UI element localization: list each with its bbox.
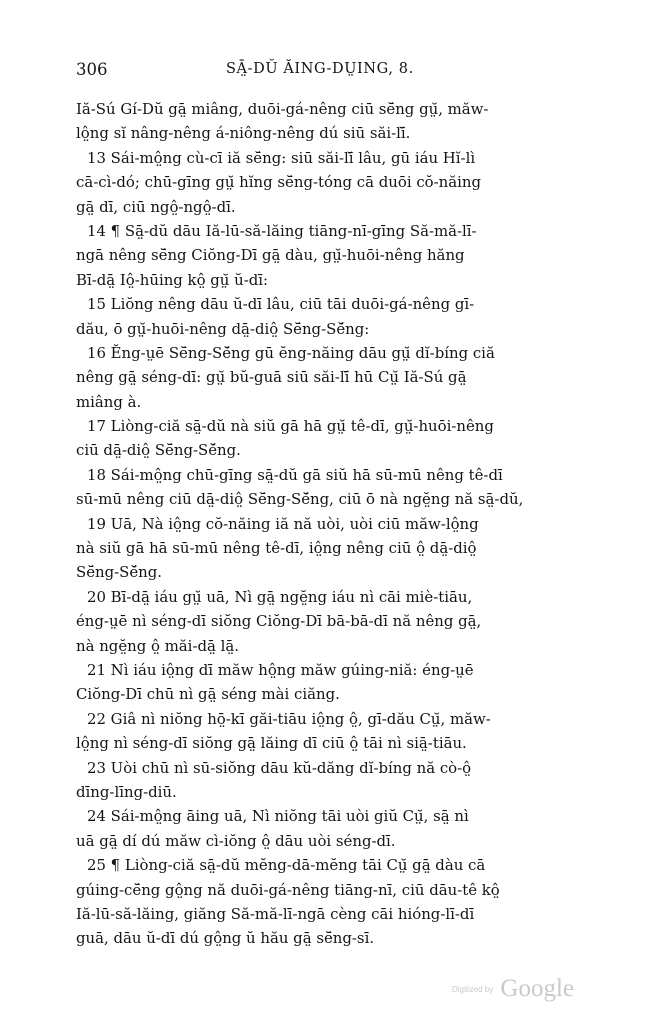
text-line: cā-cì-dó; chū-gīng gṳ̆ hĭng sĕ̄ng-tóng cā duōi cŏ-năing — [76, 173, 482, 192]
running-title: SĀ̤-DŬ ĂING-DṲING, 8. — [226, 61, 414, 77]
text-line: lô̤ng sĭ nâng-nêng á-niông-nêng dú siū săi-lī̆. — [76, 124, 411, 143]
text-line: gúing-cĕ̄ng gô̤ng nă duōi-gá-nêng tiāng-nī, ciū dāu-tê kô̤ — [76, 880, 500, 899]
chapter-body-text — [76, 97, 578, 951]
text-line: dău, ō gṳ̆-huōi-nêng dā̤-diô̤ Sĕ̄ng-Sĕ̆ng: — [76, 319, 370, 338]
digitization-watermark — [452, 975, 574, 1003]
text-line: nêng gā̤ séng-dī: gṳ̆ bŭ-guā siū săi-lī̆ hū Cṳ̆ Iă-Sú gā̤ — [76, 368, 467, 387]
text-line: 22 Giâ nì niŏng hō̤-kī găi-tiāu iô̤ng ô̤, gī-dău Cṳ̆, măw- — [87, 709, 491, 728]
text-line: 16 Ĕng-ṳē Sĕ̄ng-Sĕ̆ng gū ĕng-năing dāu gṳ̆ dĭ-bíng ciă — [87, 343, 495, 362]
text-line: Iă-lū-să-lăing, giăng Să-mă-lī-ngā cèng cāi hióng-lī-dī — [76, 904, 475, 923]
text-line: Ciŏng-Dī chū nì gā̤ séng mài ciăng. — [76, 685, 340, 704]
page-number: 306 — [76, 60, 108, 79]
text-line: uā gā̤ dí dú măw cì-iŏng ô̤ dāu uòi séng-dī. — [76, 831, 396, 850]
text-line: 25 ¶ Liòng-ciă sā̤-dŭ mĕng-dā-mĕng tāi Cṳ̆ gā̤ dàu cā — [87, 856, 486, 875]
text-line: ngā nêng sĕ̄ng Ciŏng-Dī gā̤ dàu, gṳ̆-huōi-nêng hăng — [76, 246, 465, 265]
text-line: Iă-Sú Gí-Dŭ gā̤ miâng, duōi-gá-nêng ciū sĕ̄ng gṳ̆, măw- — [76, 100, 489, 118]
text-line: Bī-dā̤ Iô̤-hūing kô̤ gṳ̆ ŭ-dī: — [76, 270, 269, 289]
text-line: 20 Bī-dā̤ iáu gṳ̆ uā, Nì gā̤ ngĕ̤ng iáu nì cāi miè-tiāu, — [87, 587, 473, 606]
page-header — [76, 60, 576, 84]
text-line: nà ngĕ̤ng ô̤ măi-dā̤ lā̤. — [76, 636, 239, 655]
text-line: 23 Uòi chū nì sū-siŏng dāu kŭ-dăng dĭ-bíng nă cò-ô̤ — [87, 758, 472, 777]
text-line: 24 Sái-mô̤ng āing uā, Nì niŏng tāi uòi giŭ Cṳ̆, sā̤ nì — [87, 807, 469, 826]
text-line: dīng-līng-diū. — [76, 782, 177, 801]
text-line: guā, dāu ŭ-dī dú gô̤ng ŭ hău gā̤ sĕ̄ng-sī. — [76, 929, 375, 948]
google-wordmark: Google — [500, 975, 574, 1002]
text-line: lô̤ng nì séng-dī siŏng gā̤ lăing dī ciū ô̤ tāi nì siā̤-tiāu. — [76, 734, 467, 753]
text-line: Sĕ̄ng-Sĕ̆ng. — [76, 563, 163, 582]
text-line: 15 Liŏng nêng dāu ŭ-dī lâu, ciū tāi duōi-gá-nêng gī- — [87, 295, 475, 314]
text-line: gā̤ dī, ciū ngô̤-ngô̤-dī. — [76, 197, 236, 216]
text-line: 13 Sái-mô̤ng cù-cī iă sĕ̄ng: siū săi-lī̆ lâu, gū iáu Hĭ-lì — [87, 148, 476, 167]
text-line: ciū dā̤-diô̤ Sĕ̄ng-Sĕ̆ng. — [76, 441, 241, 460]
text-line: éng-ṳē nì séng-dī siŏng Ciŏng-Dī bā-bā-dī nă nêng gā̤, — [76, 612, 482, 631]
text-line: 21 Nì iáu iô̤ng dī măw hô̤ng măw gúing-niă: éng-ṳē — [87, 660, 474, 679]
text-line: miâng à. — [76, 392, 142, 411]
text-line: 18 Sái-mô̤ng chū-gīng sā̤-dŭ gā siŭ hā sū-mū nêng tê-dī — [87, 465, 503, 484]
digitized-by-label: Digitized by — [451, 984, 494, 994]
text-line: 19 Uā, Nà iô̤ng cŏ-năing iă nă uòi, uòi ciū măw-lô̤ng — [87, 514, 479, 533]
text-line: 17 Liòng-ciă sā̤-dŭ nà siŭ gā hā gṳ̆ tê-dī, gṳ̆-huōi-nêng — [87, 417, 494, 436]
text-line: 14 ¶ Sā̤-dŭ dāu Iă-lū-să-lăing tiāng-nī-gīng Să-mă-lī- — [87, 221, 477, 240]
text-line: nà siŭ gā hā sū-mū nêng tê-dī, iô̤ng nêng ciū ô̤ dā̤-diô̤ — [76, 539, 477, 558]
text-line: sū-mū nêng ciū dā̤-diô̤ Sĕ̄ng-Sĕ̆ng, ciū ō nà ngĕ̤ng nă sā̤-dŭ, — [76, 490, 524, 509]
